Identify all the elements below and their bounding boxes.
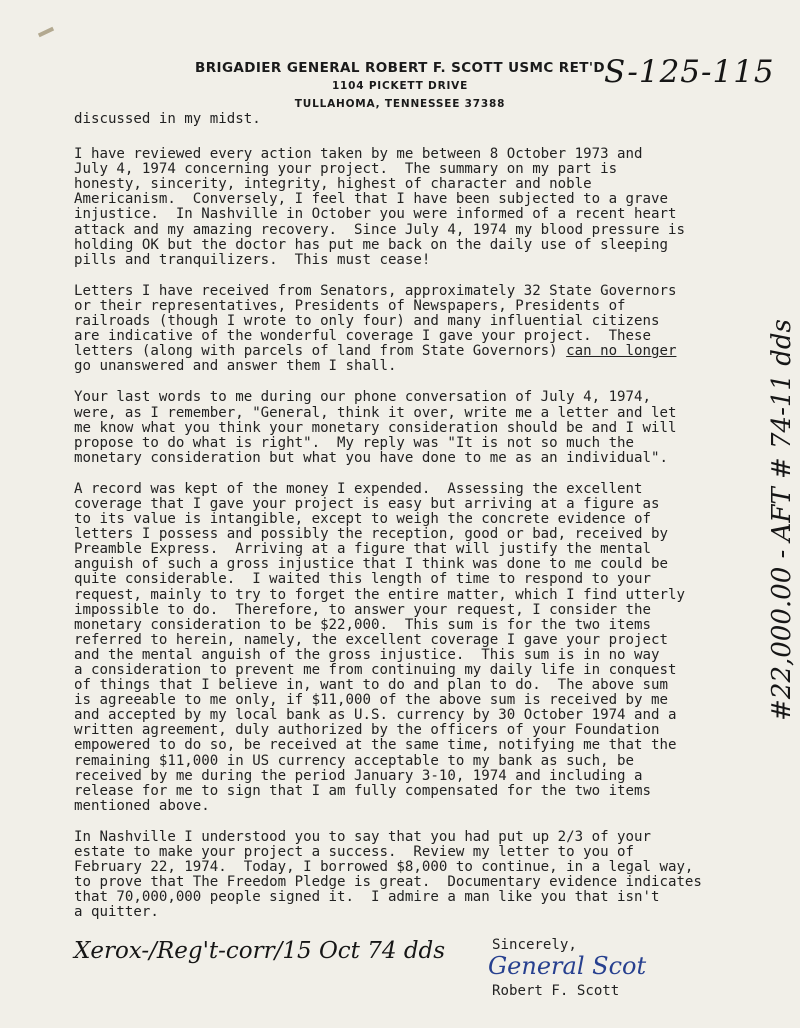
paragraph-2: Letters I have received from Senators, approximately 32 State Governors or their representatives, Presidents of Newspapers, Presidents of railroads (though I wrote to only four) and many influential citizens are indicative of the wonderful coverage I gave your project. These letters (along with parcels of land from State Governors) can no longer go unanswered and answer them I shall. <box>74 282 677 375</box>
letter-body <box>74 112 774 937</box>
handwritten-signature: General Scot <box>488 952 647 980</box>
ink-smudge <box>38 27 54 37</box>
handwritten-xerox-note: Xerox-/Reg't-corr/15 Oct 74 dds <box>74 938 446 964</box>
closing-salutation: Sincerely, <box>492 937 577 953</box>
paragraph-4: A record was kept of the money I expended. Assessing the excellent coverage that I gave your project is easy but arriving at a figure as to its value is intangible, except to weigh the concrete evidence of letters I possess and possibly the reception, good or bad, received by Preamble Express. Arriving at a figure that will justify the mental anguish of such a gross injustice that I think was done to me could be quite considerable. I waited this length of time to respond to your request, mainly to try to forget the entire matter, which I find utterly impossible to do. Therefore, to answer your request, I consider the monetary consideration to be $22,000. This sum is for the two items referred to herein, namely, the excellent coverage I gave your project and the mental anguish of the gross injustice. This sum is in no way a consideration to prevent me from continuing my daily life in conquest of things that I believe in, want to do and plan to do. The above sum is agreeable to me only, if $11,000 of the above sum is received by me and accepted by my local bank as U.S. currency by 30 October 1974 and a written agreement, duly authorized by the officers of your Foundation empowered to do so, be received at the same time, notifying me that the remaining $11,000 in US currency acceptable to my bank as such, be received by me during the period January 3-10, 1974 and including a release for me to sign that I am fully compensated for the two items mentioned above. <box>74 480 685 814</box>
letterhead-city: TULLAHOMA, TENNESSEE 37388 <box>294 98 506 110</box>
signer-name: Robert F. Scott <box>492 983 620 999</box>
handwritten-margin-note: #22,000.00 - AFT # 74-11 dds <box>767 319 797 721</box>
paragraph-1: I have reviewed every action taken by me between 8 October 1973 and July 4, 1974 concerning your project. The summary on my part is honesty, sincerity, integrity, highest of character and noble Americanism. Conversely, I feel that I have been subjected to a grave injustice. In Nashville in October you were informed of a recent heart attack and my amazing recovery. Since July 4, 1974 my blood pressure is holding OK but the doctor has put me back on the daily use of sleeping pills and tranquilizers. This must cease! <box>74 146 685 268</box>
underlined-phrase: can no longer <box>566 343 677 360</box>
letterhead-street: 1104 PICKETT DRIVE <box>331 80 469 92</box>
letterhead-name: BRIGADIER GENERAL ROBERT F. SCOTT USMC RET'D <box>195 60 605 76</box>
handwritten-reference-code: S-125-115 <box>604 54 775 90</box>
paragraph-3: Your last words to me during our phone conversation of July 4, 1974, were, as I remember, "General, think it over, write me a letter and let me know what you think your monetary consideration should be and I will propose to do what is right". My reply was "It is not so much the monetary consideration but what you have done to me as an individual". <box>74 389 677 466</box>
paragraph-0: discussed in my midst. <box>74 111 261 127</box>
paragraph-5: In Nashville I understood you to say that you had put up 2/3 of your estate to make your project a success. Review my letter to you of February 22, 1974. Today, I borrowed $8,000 to continue, in a legal way, to prove that The Freedom Pledge is great. Documentary evidence indicates that 70,000,000 people signed it. I admire a man like you that isn't a quitter. <box>74 828 702 921</box>
